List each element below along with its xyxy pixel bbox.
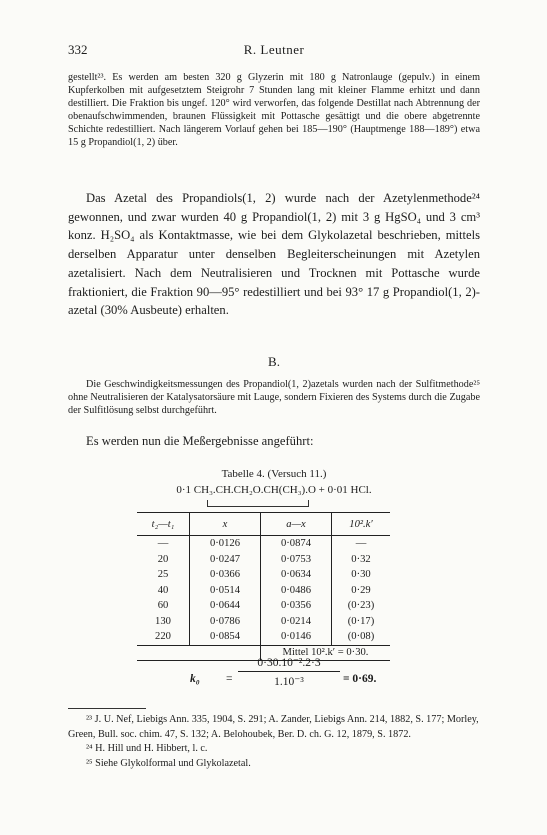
table-cell: 220: [137, 629, 190, 645]
table-cell: 25: [157, 569, 169, 581]
column-header: a—x: [261, 513, 332, 536]
table-row: [137, 583, 390, 599]
paragraph-measurement: Die Geschwindigkeitsmessungen des Propandiol(1, 2)azetals wurden nach der Sulfitmethode²⁵ ohne Neutralisieren der Katalysatorsäure mit Lauge, sondern Fixieren des Systems durch die Zugabe der Sulfitlösung selbst durchgeführt.: [68, 379, 480, 417]
table-cell: 0·32: [332, 552, 391, 568]
table-cell: 0·29: [332, 583, 391, 599]
table-row: [137, 567, 390, 583]
table-cell: 0·0874: [261, 536, 332, 552]
paragraph-azetal: Das Azetal des Propandiols(1, 2) wurde nach der Azetylenmethode²⁴ gewonnen, und zwar wurden 40 g Propandiol(1, 2) mit 3 g HgSO₄ und 3 cm³ konz. H₂SO₄ als Kontaktmasse, wie bei dem Glykolazetal beschrieben, mittels derselben Apparatur unter denselben Begleiterscheinungen mit Azetylen azetalisiert. Nach dem Neutralisieren und Trocknen mit Pottasche wurde fraktioniert, die Fraktion 90—95° redestilliert und bei 93° 17 g Propandiol(1, 2)-azetal (30% Ausbeute) erhalten.: [68, 191, 480, 318]
footnote-divider: [68, 708, 146, 709]
table-header-row: [137, 513, 390, 536]
table-cell: 20: [157, 553, 169, 565]
column-header: t₂—t₁: [137, 513, 190, 536]
table-cell: 0·0146: [261, 629, 332, 645]
column-header: x: [190, 513, 261, 536]
ring-bracket: [207, 500, 309, 507]
table-cell: 0·0247: [190, 552, 261, 568]
formula-denominator: 1.10⁻³: [274, 676, 304, 688]
document-page: 332 R. Leutner gestellt²³. Es werden am besten 320 g Glyzerin mit 180 g Natronlauge (gepulv.) in einem Kupferkolben mit aufgesetztem Steigrohr 7 Stunden lang mit kleiner Flamme erhitzt und dann destilliert. Die Fraktion bis ungef. 120° wird verworfen, das folgende Destillat nach Abtrennung der obenaufschwimmenden, braunen Flüssigkeit mit Pottasche gesättigt und die obere abgetrennte Schichte redestilliert. Nach längerem Vorlauf gehen bei 185—190° (Hauptmenge 188—189°) etwa 15 g Propandiol(1, 2) über. Das Azetal des Propandiols(1, 2) wurde nach der Azetylenmethode²⁴ gewonnen, und zwar wurden 40 g Propandiol(1, 2) mit 3 g HgSO₄ und 3 cm³ konz. H₂SO₄ als Kontaktmasse, wie bei dem Glykolazetal beschrieben, mittels derselben Apparatur unter denselben Begleiterscheinungen mit Azetylen azetalisiert. Nach dem Neutralisieren und Trocknen mit Pottasche wurde fraktioniert, die Fraktion 90—95° redestilliert und bei 93° 17 g Propandiol(1, 2)-azetal (30% Ausbeute) erhalten. B. Die Geschwindigkeitsmessungen des Propandiol(1, 2)azetals wurden nach der Sulfitmethode²⁵ ohne Neutralisieren der Katalysatorsäure mit Lauge, sondern Fixieren des Systems durch die Zugabe der Sulfitlösung selbst durchgeführt. Es werden nun die Meßergebnisse angeführt: Tabelle 4. (Versuch 11.) 0·1 CH₃.CH.CH₂O.CH(CH₃).O + 0·01 HCl. t₂—t₁ x a—x 10².k′ — 0·0126 0·0874 — 20 0·0247 0·0753 0·32 25 0·0366 0·0634 0·30 40 0·0514 0·0486 0·29 60 0·0644 0·0356 (0·23) 130 0·0786 0·0214 (0·17) 220 0·0854 0·0146 (0·08) Mittel 10².k′ = 0·30. k₀ = $\frac{\text{0·30.10⁻².2·3}}{\text{1.10⁻³}}$ = 0·69. ²³ J. U. Nef, Liebigs Ann. 335, 1904, S. 291; A. Zander, Liebigs Ann. 214, 1882, S. 177; Morley, Green, Bull. soc. chim. 47, S. 132; A. Belohoubek, Ber. D. ch. G. 12, 1879, S. 1872. ²⁴ H. Hill und H. Hibbert, l. c. ²⁵ Siehe Glykolformal und Glykolazetal.: [0, 0, 547, 835]
table-mean: Mittel 10².k′ = 0·30.: [261, 645, 391, 660]
page-header: [68, 42, 480, 58]
table-cell: 0·0356: [261, 598, 332, 614]
footnote: ²⁴ H. Hill und H. Hibbert, l. c.: [86, 743, 208, 754]
table-cell: 0·0486: [261, 583, 332, 599]
table-cell: 0·0786: [190, 614, 261, 630]
table-cell: 0·0366: [190, 567, 261, 583]
table-cell: (0·17): [332, 614, 391, 630]
table-row: [137, 598, 390, 614]
table-caption: Tabelle 4. (Versuch 11.): [221, 468, 327, 480]
reaction-formula: 0·1 CH₃.CH.CH₂O.CH(CH₃).O + 0·01 HCl.: [176, 484, 372, 496]
table-cell: 60: [157, 600, 169, 612]
formula-numerator: 0·30.10⁻².2·3: [238, 655, 340, 672]
table-row: [137, 536, 390, 552]
table-cell: —: [332, 536, 391, 552]
footnote: ²⁵ Siehe Glykolformal und Glykolazetal.: [86, 757, 251, 769]
table-cell: 0·0753: [261, 552, 332, 568]
table-row: [137, 629, 390, 645]
table-cell: (0·08): [332, 629, 391, 645]
section-heading: B.: [268, 354, 280, 369]
footnotes: [68, 713, 480, 771]
results-table: [137, 512, 390, 661]
table-cell: 0·0514: [190, 583, 261, 599]
paragraph-results-intro: Es werden nun die Meßergebnisse angeführt:: [86, 434, 314, 448]
table-cell: 0·0214: [261, 614, 332, 630]
footnote: ²³ J. U. Nef, Liebigs Ann. 335, 1904, S. 291; A. Zander, Liebigs Ann. 214, 1882, S. 177; Morley, Green, Bull. soc. chim. 47, S. 132; A. Belohoubek, Ber. D. ch. G. 12, 1879, S. 1872.: [68, 714, 479, 740]
column-header: 10².k′: [332, 513, 391, 536]
formula-result: = 0·69.: [343, 673, 377, 685]
table-row: [137, 614, 390, 630]
page-number: 332: [68, 42, 88, 57]
formula-fraction: [238, 655, 340, 688]
table-cell: 0·0854: [190, 629, 261, 645]
table-row: [137, 552, 390, 568]
table-cell: 0·0634: [261, 567, 332, 583]
table-cell: 0·0644: [190, 598, 261, 614]
table-cell: —: [157, 538, 169, 550]
table-cell: 0·30: [332, 567, 391, 583]
formula-lhs: k₀: [190, 673, 200, 685]
table-cell: (0·23): [332, 598, 391, 614]
running-head: R. Leutner: [243, 42, 305, 57]
paragraph-preparation: gestellt²³. Es werden am besten 320 g Glyzerin mit 180 g Natronlauge (gepulv.) in einem Kupferkolben mit aufgesetztem Steigrohr 7 Stunden lang mit kleiner Flamme erhitzt und dann destilliert. Die Fraktion bis ungef. 120° wird verworfen, das folgende Destillat nach Abtrennung der obenaufschwimmenden, braunen Flüssigkeit mit Pottasche gesättigt und die obere abgetrennte Schichte redestilliert. Nach längerem Vorlauf gehen bei 185—190° (Hauptmenge 188—189°) etwa 15 g Propandiol(1, 2) über.: [68, 72, 480, 149]
table-cell: 130: [155, 615, 171, 627]
table-cell: 0·0126: [190, 536, 261, 552]
table-cell: 40: [157, 584, 169, 596]
